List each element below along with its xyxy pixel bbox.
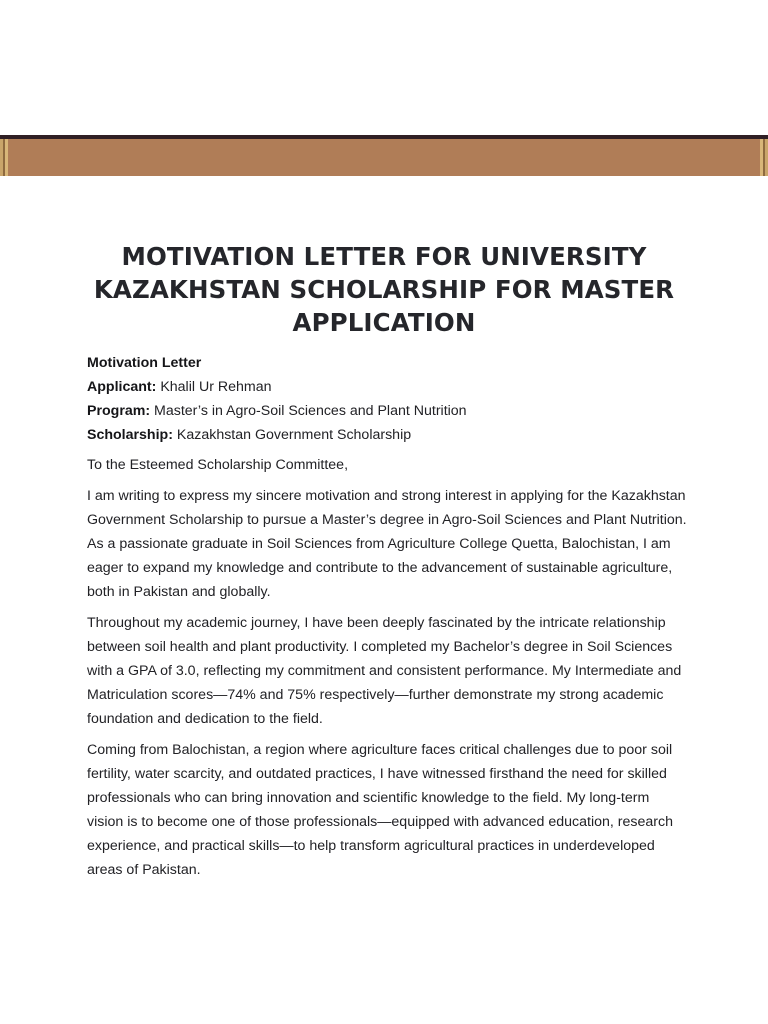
applicant-value: Khalil Ur Rehman: [160, 379, 272, 395]
letter-heading: [87, 351, 687, 375]
salutation: To the Esteemed Scholarship Committee,: [87, 457, 349, 473]
applicant-label: Applicant:: [87, 379, 157, 395]
scholarship-label: Scholarship:: [87, 427, 173, 443]
program-label: Program:: [87, 403, 151, 419]
letter-body: [87, 351, 687, 882]
heading-text: Motivation Letter: [87, 355, 202, 371]
document-title: MOTIVATION LETTER FOR UNIVERSITY KAZAKHSTAN SCHOLARSHIP FOR MASTER APPLICATION: [93, 242, 675, 337]
applicant-line: [87, 375, 687, 399]
program-value: Master’s in Agro-Soil Sciences and Plant Nutrition: [154, 403, 467, 419]
paragraph-3: Coming from Balochistan, a region where agriculture faces critical challenges due to poor soil fertility, water scarcity, and outdated practices, I have witnessed firsthand the need for skilled professionals who can bring innovation and scientific knowledge to the field. My long-term vision is to become one of those professionals—equipped with advanced education, research experience, and practical skills—to help transform agricultural practices in underdeveloped areas of Pakistan.: [87, 742, 673, 878]
paragraph-1: I am writing to express my sincere motivation and strong interest in applying for the Kazakhstan Government Scholarship to pursue a Master’s degree in Agro-Soil Sciences and Plant Nutrition. As a passionate graduate in Soil Sciences from Agriculture College Quetta, Balochistan, I am eager to expand my knowledge and contribute to the advancement of sustainable agriculture, both in Pakistan and globally.: [87, 488, 687, 600]
paragraph-2: Throughout my academic journey, I have been deeply fascinated by the intricate relationship between soil health and plant productivity. I completed my Bachelor’s degree in Soil Sciences with a GPA of 3.0, reflecting my commitment and consistent performance. My Intermediate and Matriculation scores—74% and 75% respectively—further demonstrate my strong academic foundation and dedication to the field.: [87, 615, 682, 727]
header-banner: [0, 135, 768, 176]
program-line: [87, 399, 687, 423]
banner-right-ornament: [756, 139, 768, 176]
scholarship-line: [87, 423, 687, 447]
scholarship-value: Kazakhstan Government Scholarship: [176, 427, 412, 443]
banner-left-ornament: [0, 139, 12, 176]
